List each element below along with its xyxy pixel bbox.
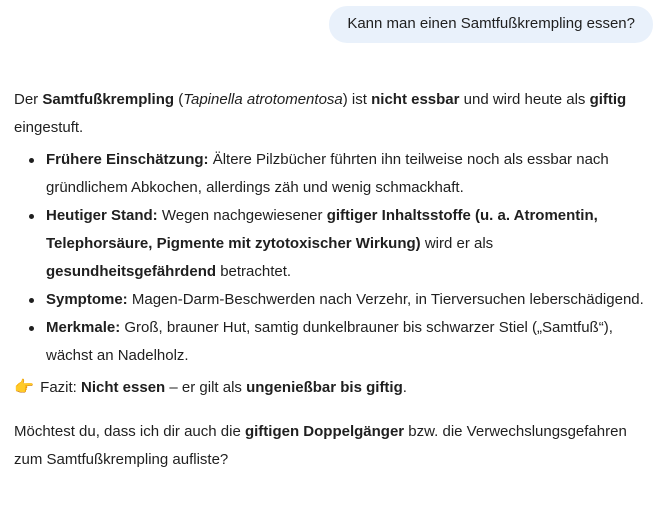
question-text-2: bzw. die Verwechslungsgefahren zum Samtfußkrempling aufliste?: [14, 423, 627, 468]
answer-conclusion: [14, 374, 650, 402]
item-label: Heutiger Stand:: [46, 207, 158, 224]
pointing-hand-icon: 👉: [14, 379, 34, 396]
conclusion-do-not-eat: Nicht essen: [81, 379, 166, 396]
item-label: Symptome:: [46, 291, 128, 308]
intro-mushroom-name: Samtfußkrempling: [42, 91, 175, 108]
user-message-row: [329, 6, 653, 43]
item-bold-substances: giftiger Inhaltsstoffe (u. a. Atromentin, Telephorsäure, Pigmente mit zytotoxischer Wirkung): [46, 207, 598, 252]
bullet-icon: [29, 326, 34, 331]
list-item: [46, 286, 650, 314]
list-item: [46, 314, 650, 370]
assistant-answer: [14, 86, 650, 474]
question-text-1: Möchtest du, dass ich dir auch die: [14, 423, 245, 440]
intro-text-5: eingestuft.: [14, 119, 84, 136]
conclusion-prefix: Fazit:: [36, 379, 82, 396]
conclusion-verdict: ungenießbar bis giftig: [246, 379, 403, 396]
item-text: Ältere Pilzbücher führten ihn teilweise noch als essbar nach gründlichem Abkochen, allerdings zäh und wenig schmackhaft.: [46, 151, 609, 196]
intro-poisonous: giftig: [589, 91, 627, 108]
bullet-icon: [29, 298, 34, 303]
item-text: Wegen nachgewiesener: [157, 207, 327, 224]
item-text: Groß, brauner Hut, samtig dunkelbrauner bis schwarzer Stiel („Samtfuß“), wächst an Nadelholz.: [46, 319, 613, 364]
answer-intro: [14, 86, 650, 142]
bullet-icon: [29, 158, 34, 163]
conclusion-mid: – er gilt als: [165, 379, 247, 396]
follow-up-question: [14, 418, 650, 474]
item-text: wird er als: [420, 235, 494, 252]
item-label: Merkmale:: [46, 319, 121, 336]
item-bold-harmful: gesundheitsgefährdend: [46, 263, 217, 280]
list-item: [46, 146, 650, 202]
intro-not-edible: nicht essbar: [371, 91, 460, 108]
intro-text-4: und wird heute als: [459, 91, 590, 108]
item-text: Magen-Darm-Beschwerden nach Verzehr, in Tierversuchen leberschädigend.: [127, 291, 644, 308]
item-label: Frühere Einschätzung:: [46, 151, 209, 168]
intro-text-3: ) ist: [342, 91, 372, 108]
bullet-icon: [29, 214, 34, 219]
facts-list: [14, 146, 650, 370]
list-item: [46, 202, 650, 286]
conclusion-suffix: .: [402, 379, 407, 396]
intro-latin-name: Tapinella atrotomentosa: [183, 91, 343, 108]
user-message-bubble: Kann man einen Samtfußkrempling essen?: [329, 6, 653, 43]
intro-text-1: Der: [14, 91, 43, 108]
intro-text-2: (: [174, 91, 184, 108]
item-text: betrachtet.: [216, 263, 292, 280]
question-bold: giftigen Doppelgänger: [244, 423, 405, 440]
